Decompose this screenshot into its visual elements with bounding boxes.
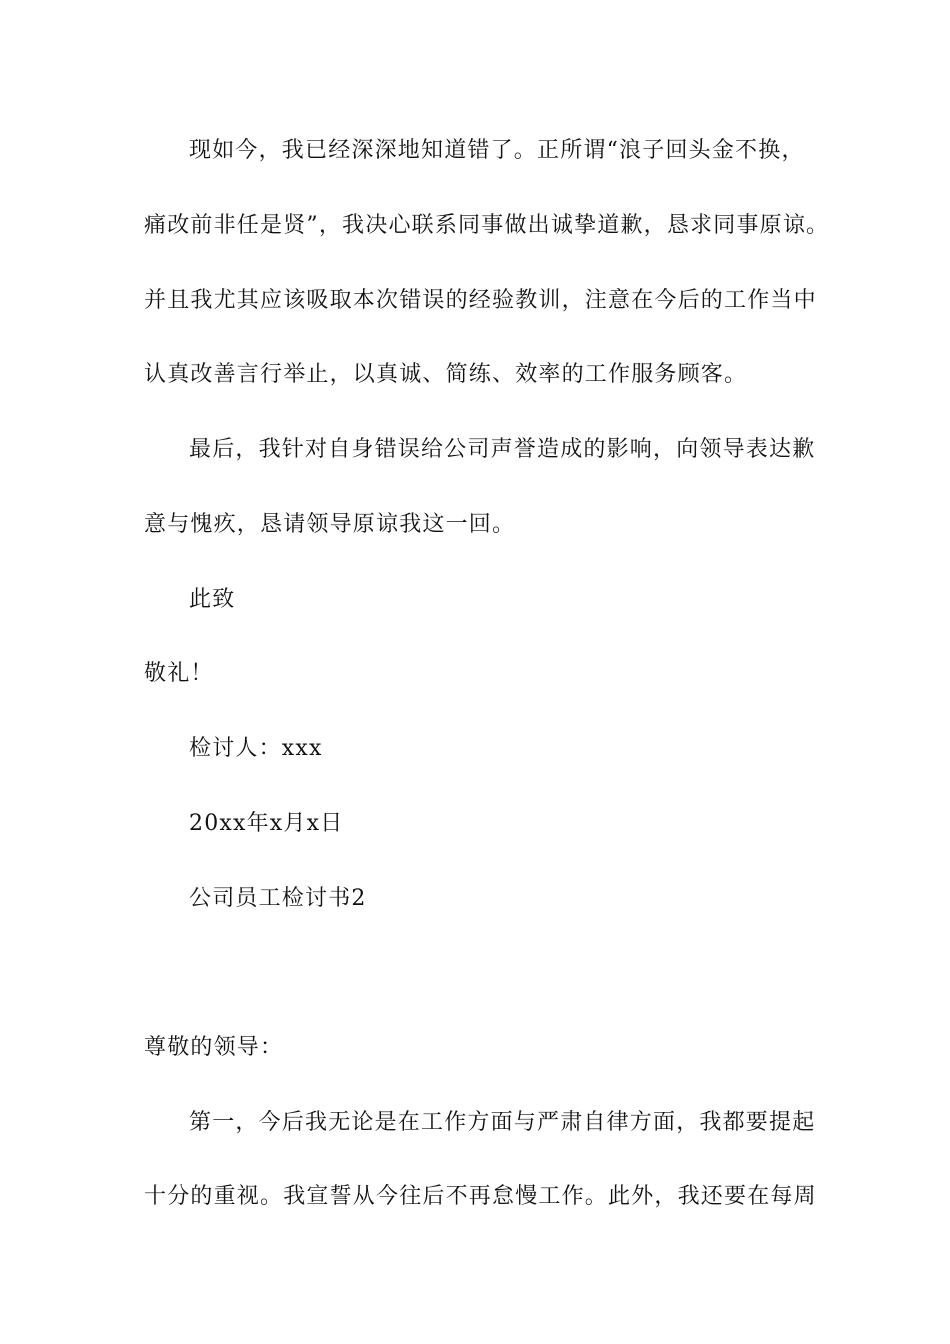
paragraph-1-line-3: 并且我尤其应该吸取本次错误的经验教训，注意在今后的工作当中 — [144, 288, 817, 313]
paragraph-2-line-2: 意与愧疚，恳请领导原谅我这一回。 — [144, 512, 516, 537]
signer-line: 检讨人：xxx — [189, 736, 323, 761]
paragraph-1-line-4: 认真改善言行举止，以真诚、简练、效率的工作服务顾客。 — [144, 362, 748, 387]
paragraph-3-line-2: 十分的重视。我宣誓从今往后不再怠慢工作。此外，我还要在每周 — [144, 1184, 817, 1209]
greeting-line: 尊敬的领导： — [144, 1035, 284, 1060]
salute-text: 敬礼！ — [144, 661, 214, 686]
paragraph-1-line-1: 现如今，我已经深深地知道错了。正所谓“浪子回头金不换， — [189, 138, 805, 163]
paragraph-3-line-1: 第一，今后我无论是在工作方面与严肃自律方面，我都要提起 — [189, 1110, 816, 1135]
closing-text: 此致 — [189, 587, 236, 612]
paragraph-1-line-2: 痛改前非任是贤”，我决心联系同事做出诚挚道歉，恳求同事原谅。 — [144, 213, 830, 238]
paragraph-2-line-1: 最后，我针对自身错误给公司声誉造成的影响，向领导表达歉 — [189, 437, 816, 462]
date-line: 20xx年x月x日 — [189, 811, 344, 836]
section-title: 公司员工检讨书2 — [189, 886, 367, 911]
